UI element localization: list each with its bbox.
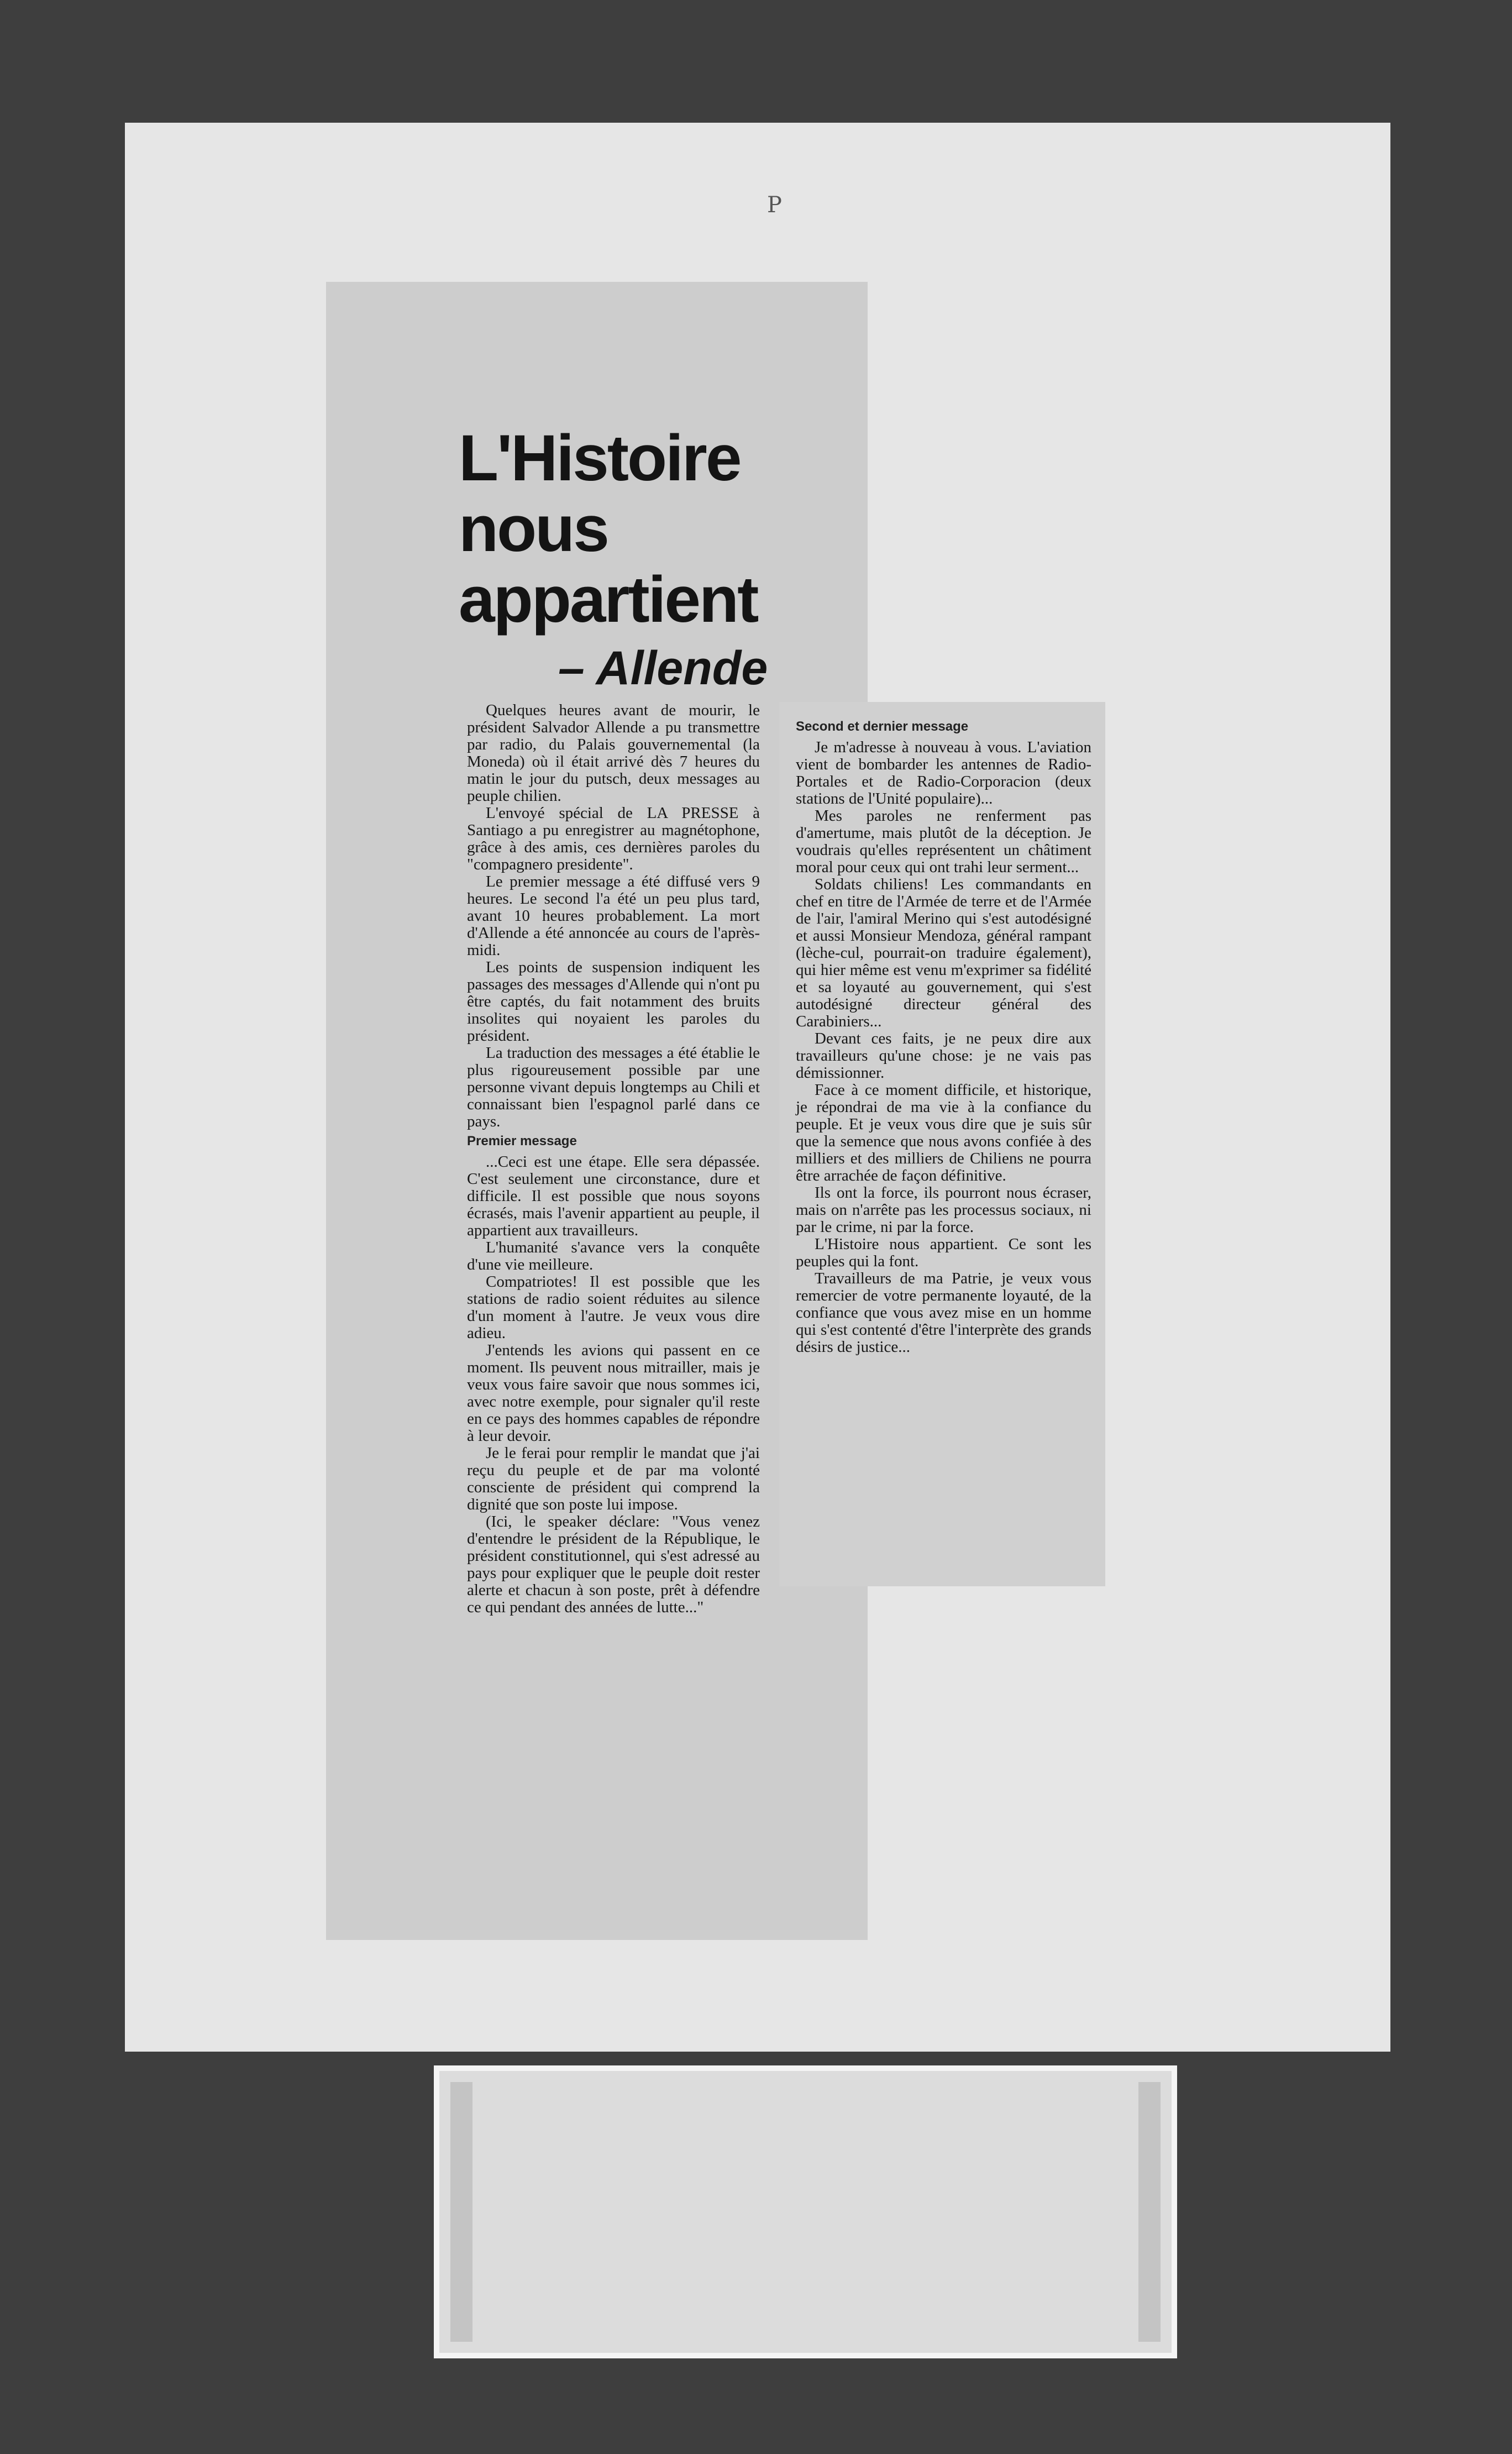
headline-line-1: L'Histoire (459, 422, 741, 495)
headline-line-2: nous (459, 492, 608, 565)
right-column (796, 716, 1091, 1356)
second-message-paragraph: Travailleurs de ma Patrie, je veux vous remercier de votre permanente loyauté, de la confiance que vous avez mise en un homme qui s'est contenté d'être l'interprète des grands désirs de justice... (796, 1270, 1091, 1356)
intro-paragraph: Le premier message a été diffusé vers 9 heures. Le second l'a été un peu plus tard, avant 10 heures probablement. La mort d'Allende a été annoncée au cours de l'après-midi. (467, 873, 760, 959)
second-message-paragraph: Mes paroles ne renferment pas d'amertume, mais plutôt de la déception. Je voudrais qu'elles représentent un châtiment moral pour ceux qui ont trahi leur serment... (796, 807, 1091, 876)
second-message-paragraph: L'Histoire nous appartient. Ce sont les peuples qui la font. (796, 1235, 1091, 1270)
intro-paragraph: Les points de suspension indiquent les passages des messages d'Allende qui n'ont pu être captés, du fait notamment des bruits insolites qui noyaient les paroles du président. (467, 958, 760, 1045)
first-message-paragraph: Compatriotes! Il est possible que les stations de radio soient réduites au silence d'un moment à l'autre. Je veux vous dire adieu. (467, 1273, 760, 1342)
intro-paragraph: Quelques heures avant de mourir, le président Salvador Allende a pu transmettre par radio, du Palais gouvernemental (la Moneda) où il était arrivé dès 7 heures du matin le jour du putsch, deux messages au peuple chilien. (467, 701, 760, 805)
board-mark: P (767, 192, 782, 218)
second-message-paragraph: Devant ces faits, je ne peux dire aux travailleurs qu'une chose: je ne vais pas démissionner. (796, 1030, 1091, 1082)
intro-paragraph: L'envoyé spécial de LA PRESSE à Santiago a pu enregistrer au magnétophone, grâce à des amis, ces dernières paroles du "compagnero presidente". (467, 804, 760, 873)
article-headline (459, 423, 790, 635)
first-message-paragraph: (Ici, le speaker déclare: "Vous venez d'entendre le président de la République, le président constitutionnel, qui s'est adressé au pays pour expliquer que le peuple doit rester alerte et chacun à son poste, prêt à défendre ce qui pendant des années de lutte..." (467, 1513, 760, 1616)
article-byline: – Allende (558, 642, 768, 695)
second-message-heading: Second et dernier message (796, 719, 969, 734)
headline-line-3: appartient (459, 563, 758, 636)
intro-paragraph: La traduction des messages a été établie le plus rigoureusement possible par une personne vivant depuis longtemps au Chili et connaissant bien l'espagnol parlé dans ce pays. (467, 1044, 760, 1130)
envelope-left-flap (450, 2082, 473, 2342)
second-message-paragraph: Je m'adresse à nouveau à vous. L'aviation vient de bombarder les antennes de Radio-Portales et de Radio-Corporacion (deux stations de l'Unité populaire)... (796, 738, 1091, 807)
envelope (434, 2065, 1177, 2358)
envelope-right-flap (1138, 2082, 1161, 2342)
first-message-paragraph: J'entends les avions qui passent en ce moment. Ils peuvent nous mitrailler, mais je veux vous faire savoir que nous sommes ici, avec notre exemple, pour signaler qu'il reste en ce pays des hommes capables de répondre à leur devoir. (467, 1341, 760, 1445)
first-message-paragraph: ...Ceci est une étape. Elle sera dépassée. C'est seulement une circonstance, dure et difficile. Il est possible que nous soyons écrasés, mais l'avenir appartient au peuple, il appartient aux travailleurs. (467, 1153, 760, 1239)
first-message-paragraph: Je le ferai pour remplir le mandat que j'ai reçu du peuple et de par ma volonté consciente de président qui comprend la dignité que son poste lui impose. (467, 1444, 760, 1513)
second-message-paragraph: Soldats chiliens! Les commandants en chef en titre de l'Armée de terre et de l'Armée de l'air, l'amiral Merino qui s'est autodésigné et aussi Monsieur Mendoza, général rampant (lèche-cul, pourrait-on traduire également), qui hier même est venu m'exprimer sa fidélité et sa loyauté au gouvernement, qui s'est autodésigné directeur général des Carabiniers... (796, 875, 1091, 1030)
left-column (467, 702, 760, 1616)
first-message-paragraph: L'humanité s'avance vers la conquête d'une vie meilleure. (467, 1239, 760, 1273)
second-message-paragraph: Face à ce moment difficile, et historique, je répondrai de ma vie à la confiance du peuple. Et je veux vous dire que je suis sûr que la semence que nous avons confiée à des milliers et des milliers de Chiliens ne pourra être arrachée de façon définitive. (796, 1081, 1091, 1184)
first-message-heading: Premier message (467, 1134, 577, 1149)
second-message-paragraph: Ils ont la force, ils pourront nous écraser, mais on n'arrête pas les processus sociaux, ni par le crime, ni par la force. (796, 1184, 1091, 1236)
